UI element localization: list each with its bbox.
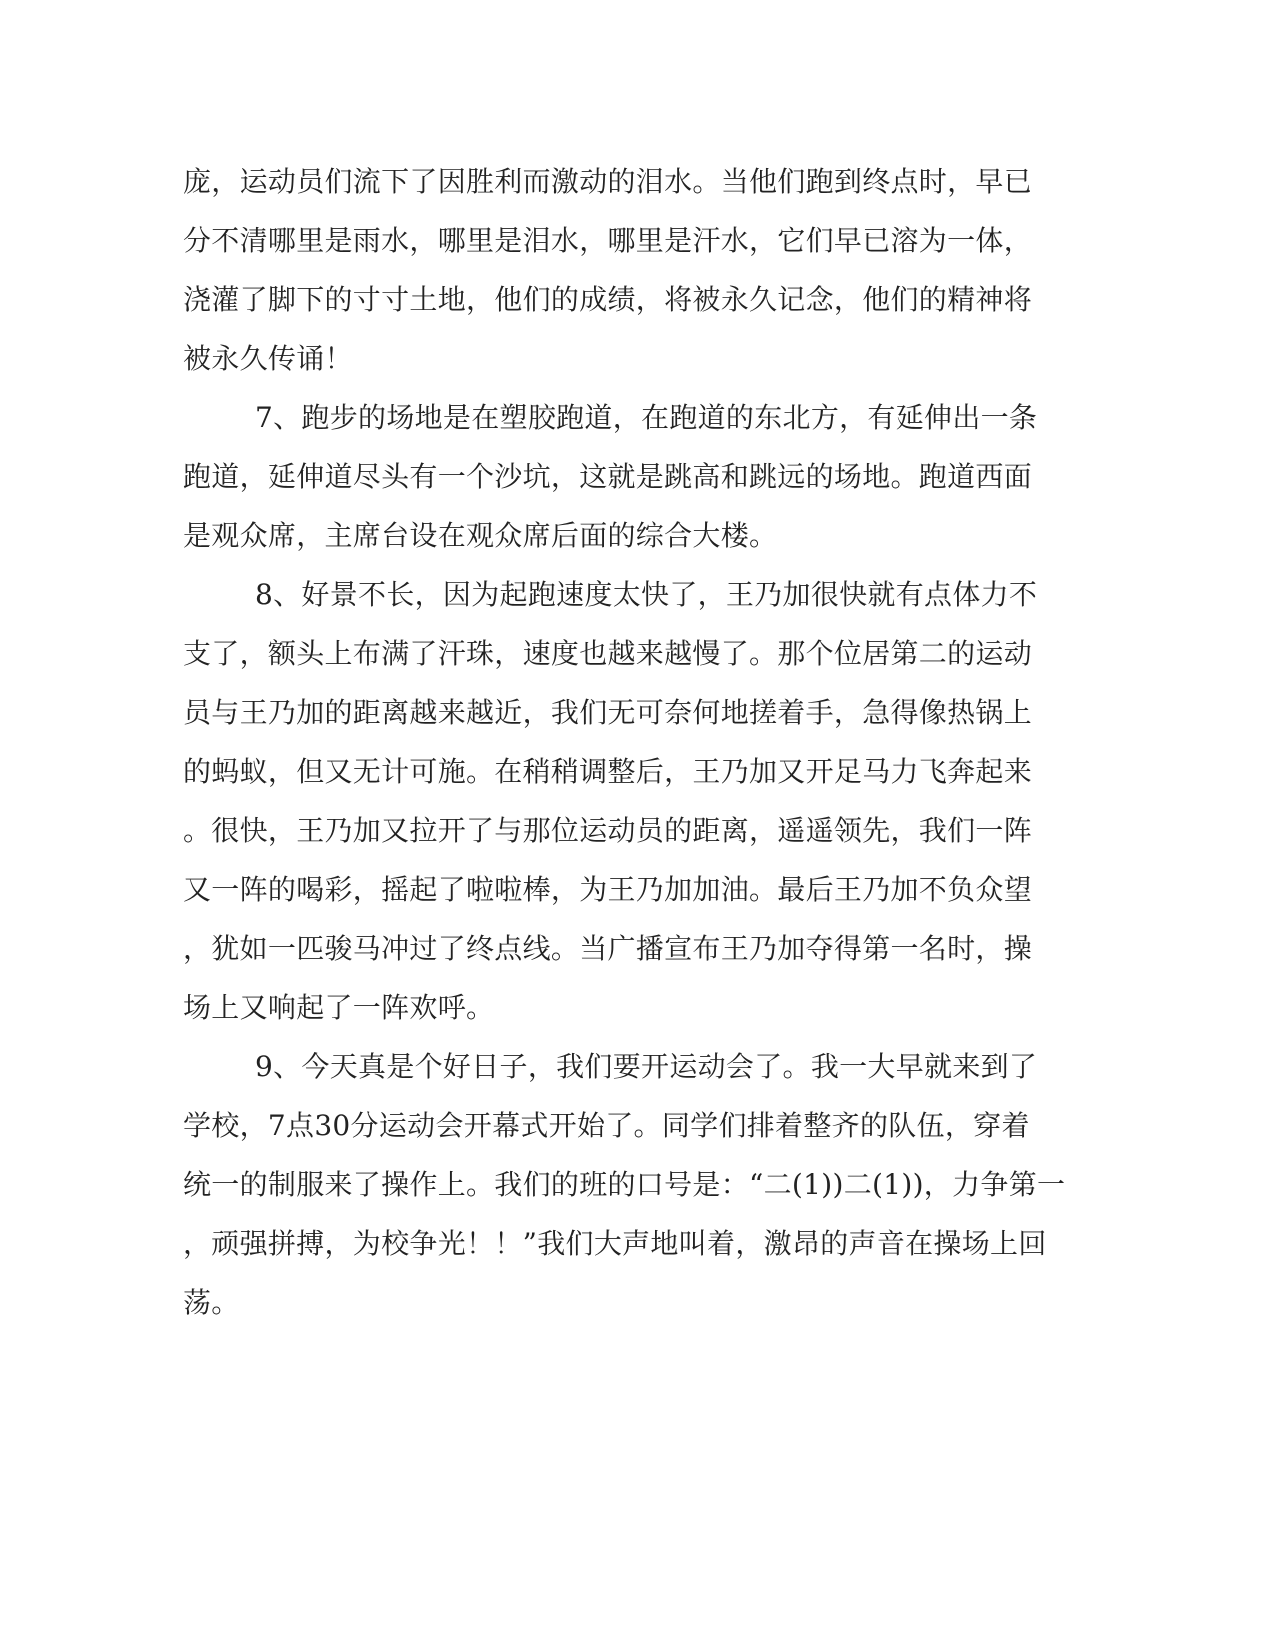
text-line: 又一阵的喝彩，摇起了啦啦棒，为王乃加加油。最后王乃加不负众望 — [183, 873, 1033, 906]
paragraph-9 — [183, 1037, 1068, 1332]
text-line: 8、好景不长，因为起跑速度太快了，王乃加很快就有点体力不 — [255, 578, 1038, 611]
paragraph-continuation — [183, 152, 1068, 388]
text-line: 场上又响起了一阵欢呼。 — [183, 991, 495, 1024]
text-line: 统一的制服来了操作上。我们的班的口号是：“二(1))二(1))，力争第一 — [183, 1168, 1066, 1201]
text-line: 跑道，延伸道尽头有一个沙坑，这就是跳高和跳远的场地。跑道西面 — [183, 460, 1033, 493]
text-line: 是观众席，主席台设在观众席后面的综合大楼。 — [183, 519, 778, 552]
text-line: 荡。 — [183, 1286, 240, 1319]
text-line: 9、今天真是个好日子，我们要开运动会了。我一大早就来到了 — [255, 1050, 1038, 1083]
text-line: 被永久传诵！ — [183, 342, 353, 375]
text-line: ，犹如一匹骏马冲过了终点线。当广播宣布王乃加夺得第一名时，操 — [183, 932, 1033, 965]
text-line: 浇灌了脚下的寸寸土地，他们的成绩，将被永久记念，他们的精神将 — [183, 283, 1033, 316]
text-line: ，顽强拼搏，为校争光！！”我们大声地叫着，激昂的声音在操场上回 — [183, 1227, 1047, 1260]
paragraph-8 — [183, 565, 1068, 1037]
paragraph-7 — [183, 388, 1068, 565]
text-line: 员与王乃加的距离越来越近，我们无可奈何地搓着手，急得像热锅上 — [183, 696, 1033, 729]
text-line: 。很快，王乃加又拉开了与那位运动员的距离，遥遥领先，我们一阵 — [183, 814, 1033, 847]
text-line: 7、跑步的场地是在塑胶跑道，在跑道的东北方，有延伸出一条 — [255, 401, 1038, 434]
text-line: 的蚂蚁，但又无计可施。在稍稍调整后，王乃加又开足马力飞奔起来 — [183, 755, 1033, 788]
document-body — [183, 152, 1068, 1332]
text-line: 支了，额头上布满了汗珠，速度也越来越慢了。那个位居第二的运动 — [183, 637, 1033, 670]
text-line: 分不清哪里是雨水，哪里是泪水，哪里是汗水，它们早已溶为一体， — [183, 224, 1033, 257]
text-line: 学校，7点30分运动会开幕式开始了。同学们排着整齐的队伍，穿着 — [183, 1109, 1030, 1142]
text-line: 庞，运动员们流下了因胜利而激动的泪水。当他们跑到终点时，早已 — [183, 165, 1033, 198]
